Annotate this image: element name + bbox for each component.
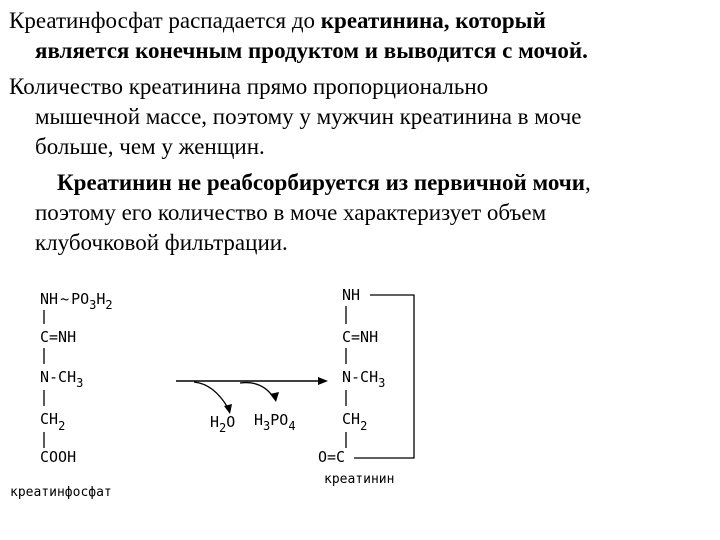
formula-ch2: $CH_2$ xyxy=(342,410,368,433)
formula-n-ch3: $N-CH_3$ xyxy=(342,368,386,390)
arrow-head xyxy=(318,377,328,385)
paragraph-line: мышечной массе, поэтому у мужчин креатинина в моче xyxy=(35,104,582,129)
formula-nh: NH ~ $PO_3H_2$ xyxy=(40,290,113,312)
formula-nh: NH xyxy=(342,286,361,304)
reaction-scheme xyxy=(0,280,720,530)
paragraph-filtration xyxy=(9,168,714,258)
reaction-arrow xyxy=(176,377,328,435)
text-run: , xyxy=(584,170,591,195)
formula-o-c: O=C xyxy=(318,448,346,466)
formula-c-nh: C=NH xyxy=(342,328,379,346)
paragraph-line xyxy=(9,168,714,198)
text-run: Креатинфосфат распадается до xyxy=(9,8,321,33)
paragraph-line: клубочковой фильтрации. xyxy=(35,230,288,255)
caption-creatine-phosphate: креатинфосфат xyxy=(10,485,112,500)
paragraph-creatine-phosphate xyxy=(9,6,714,66)
bold-text: является конечным продуктом и выводится с мочой. xyxy=(35,38,588,63)
formula-h3po4: $H_3PO_4$ xyxy=(254,411,296,433)
formula-h2o: $H_2O$ xyxy=(210,413,236,435)
curved-arrow-in xyxy=(240,383,274,398)
paragraph-muscle-mass xyxy=(9,72,714,162)
paragraph-line: поэтому его количество в моче характеризует объем xyxy=(35,200,547,225)
creatinine-structure xyxy=(318,286,414,487)
paragraph-line: больше, чем у женщин. xyxy=(35,134,265,159)
formula-c-nh: C=NH xyxy=(40,328,77,346)
formula-ch2: $CH_2$ xyxy=(40,410,66,433)
bold-statement: Креатинин не реабсорбируется из первичной мочи xyxy=(57,170,585,195)
formula-cooh: COOH xyxy=(40,448,77,466)
creatine-phosphate-structure xyxy=(10,290,113,500)
curved-arrow-out xyxy=(194,382,228,408)
bold-term-creatinine: креатинина, который xyxy=(320,8,546,33)
caption-creatinine: креатинин xyxy=(324,472,395,487)
paragraph-line xyxy=(9,36,714,66)
paragraph-line xyxy=(9,6,714,36)
formula-n-ch3: $N-CH_3$ xyxy=(40,368,84,390)
paragraph-line: Количество креатинина прямо пропорционально xyxy=(9,74,489,99)
